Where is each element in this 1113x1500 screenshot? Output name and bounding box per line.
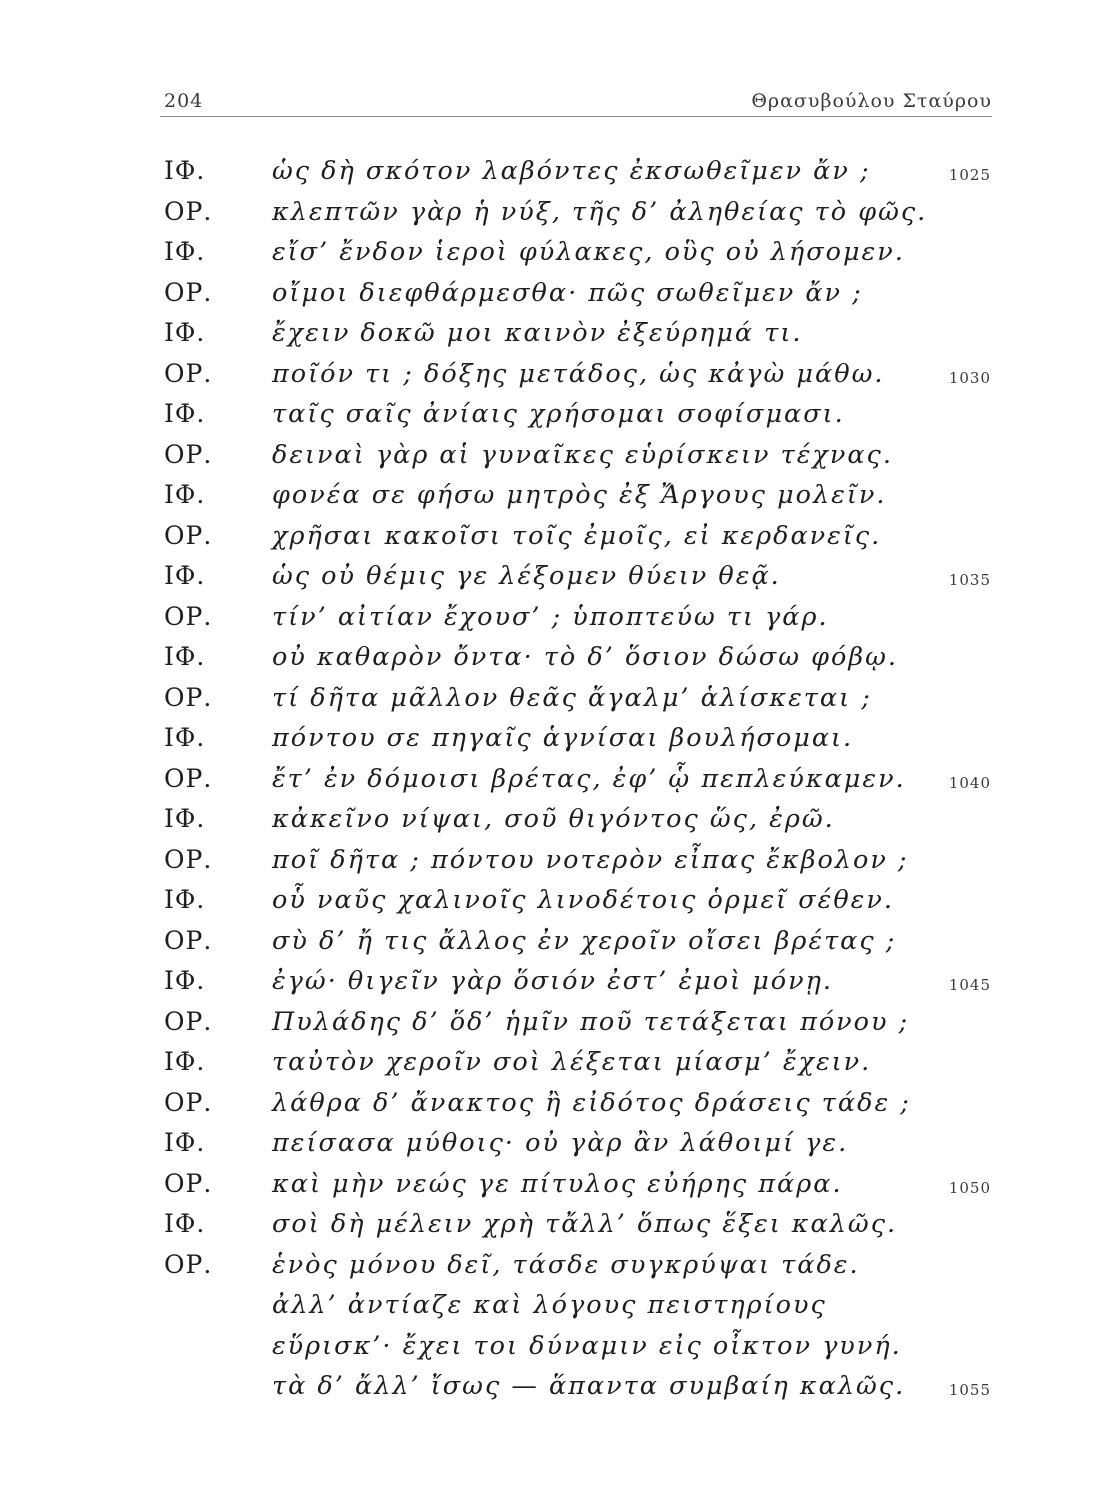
verse-line xyxy=(0,1245,1113,1286)
verse-line xyxy=(0,921,1113,962)
verse-text: εἴσ’ ἔνδον ἱεροὶ φύλακες, οὓς οὐ λήσομεν. xyxy=(272,237,905,267)
verse-text: εὕρισκ’· ἔχει τοι δύναμιν εἰς οἶκτον γυνή. xyxy=(272,1330,902,1361)
verse-text: ἑνὸς μόνου δεῖ, τάσδε συγκρύψαι τάδε. xyxy=(272,1249,860,1280)
speaker-label: ΟΡ. xyxy=(164,763,213,793)
verse-text: ἀλλ’ ἀντίαζε καὶ λόγους πειστηρίους xyxy=(272,1290,827,1320)
speaker-label: ΟΡ. xyxy=(164,682,213,712)
speaker-label: ΟΡ. xyxy=(164,277,213,307)
speaker-label: ΟΡ. xyxy=(164,1249,213,1279)
verse-text: πείσασα μύθοις· οὐ γὰρ ἂν λάθοιμί γε. xyxy=(272,1128,849,1158)
line-number: 1035 xyxy=(948,571,991,589)
speaker-label: ΟΡ. xyxy=(164,520,213,550)
line-number: 1050 xyxy=(948,1178,991,1197)
verse-line xyxy=(0,556,1113,597)
verse-line xyxy=(0,516,1113,557)
speaker-label: ΟΡ. xyxy=(164,196,213,226)
verse-text: ἔχειν δοκῶ μοι καινὸν ἐξεύρημά τι. xyxy=(272,318,803,348)
verse-text: ποῖόν τι ; δόξης μετάδος, ὡς κἀγὼ μάθω. xyxy=(272,358,885,389)
speaker-label: ΙΦ. xyxy=(164,1128,206,1157)
verse-text: πόντου σε πηγαῖς ἁγνίσαι βουλήσομαι. xyxy=(272,723,854,753)
verse-line xyxy=(0,394,1113,435)
line-number: 1045 xyxy=(948,976,991,994)
verse-text: οἴμοι διεφθάρμεσθα· πῶς σωθεῖμεν ἄν ; xyxy=(272,277,863,308)
verse-text: σοὶ δὴ μέλειν χρὴ τἄλλ’ ὅπως ἕξει καλῶς. xyxy=(272,1209,898,1239)
speaker-label: ΙΦ. xyxy=(164,723,206,752)
speaker-label: ΙΦ. xyxy=(164,642,206,671)
verse-text: ὡς οὐ θέμις γε λέξομεν θύειν θεᾷ. xyxy=(272,561,781,591)
verse-text: χρῆσαι κακοῖσι τοῖς ἐμοῖς, εἰ κερδανεῖς. xyxy=(272,520,882,551)
verse-text: ὡς δὴ σκότον λαβόντες ἐκσωθεῖμεν ἄν ; xyxy=(272,156,871,186)
verse-line xyxy=(0,1002,1113,1043)
verse-line xyxy=(0,759,1113,800)
verse-text: οὗ ναῦς χαλινοῖς λινοδέτοις ὁρμεῖ σέθεν. xyxy=(272,885,894,915)
speaker-label: ΟΡ. xyxy=(164,844,213,874)
line-number: 1055 xyxy=(948,1381,991,1399)
verse-line xyxy=(0,232,1113,273)
verse-line xyxy=(0,1204,1113,1245)
verse-line xyxy=(0,961,1113,1002)
verse-text: λάθρα δ’ ἄνακτος ἢ εἰδότος δράσεις τάδε ; xyxy=(272,1087,911,1118)
speaker-label: ΙΦ. xyxy=(164,156,206,185)
verse-text: ταὐτὸν χεροῖν σοὶ λέξεται μίασμ’ ἔχειν. xyxy=(272,1047,872,1077)
verse-text: ἔτ’ ἐν δόμοισι βρέτας, ἐφ’ ᾧ πεπλεύκαμεν. xyxy=(272,763,906,794)
verse-line xyxy=(0,637,1113,678)
speaker-label: ΙΦ. xyxy=(164,399,206,428)
speaker-label: ΙΦ. xyxy=(164,318,206,347)
verse-line xyxy=(0,799,1113,840)
speaker-label: ΙΦ. xyxy=(164,804,206,833)
speaker-label: ΟΡ. xyxy=(164,1087,213,1117)
verse-line xyxy=(0,313,1113,354)
verse-line xyxy=(0,273,1113,314)
line-number: 1030 xyxy=(948,368,991,387)
speaker-label: ΙΦ. xyxy=(164,966,206,995)
verse-line xyxy=(0,1366,1113,1407)
verse-line xyxy=(0,597,1113,638)
verse-line xyxy=(0,435,1113,476)
verse-line xyxy=(0,1285,1113,1326)
verse-text: τὰ δ’ ἄλλ’ ἴσως — ἅπαντα συμβαίη καλῶς. xyxy=(272,1371,906,1401)
verse-text: τί δῆτα μᾶλλον θεᾶς ἄγαλμ’ ἁλίσκεται ; xyxy=(272,682,872,713)
verse-text: σὺ δ’ ἤ τις ἄλλος ἐν χεροῖν οἴσει βρέτας ; xyxy=(272,925,897,956)
line-number: 1025 xyxy=(948,166,991,184)
verse-line xyxy=(0,1326,1113,1367)
speaker-label: ΟΡ. xyxy=(164,1168,213,1198)
verse-text: καὶ μὴν νεώς γε πίτυλος εὐήρης πάρα. xyxy=(272,1168,843,1199)
speaker-label: ΟΡ. xyxy=(164,358,213,388)
verse-text: ποῖ δῆτα ; πόντου νοτερὸν εἶπας ἔκβολον ; xyxy=(272,844,909,875)
line-number: 1040 xyxy=(948,773,991,792)
speaker-label: ΟΡ. xyxy=(164,1006,213,1036)
verse-line xyxy=(0,1042,1113,1083)
verse-line xyxy=(0,678,1113,719)
verse-line xyxy=(0,192,1113,233)
verse-text: φονέα σε φήσω μητρὸς ἐξ Ἄργους μολεῖν. xyxy=(272,480,887,510)
verse-block xyxy=(0,151,1113,1407)
verse-text: τίν’ αἰτίαν ἔχουσ’ ; ὑποπτεύω τι γάρ. xyxy=(272,601,829,632)
speaker-label: ΟΡ. xyxy=(164,925,213,955)
verse-text: δειναὶ γὰρ αἱ γυναῖκες εὑρίσκειν τέχνας. xyxy=(272,439,893,470)
verse-text: οὐ καθαρὸν ὄντα· τὸ δ’ ὅσιον δώσω φόβῳ. xyxy=(272,642,898,672)
verse-line xyxy=(0,718,1113,759)
verse-line xyxy=(0,880,1113,921)
speaker-label: ΟΡ. xyxy=(164,439,213,469)
verse-line xyxy=(0,475,1113,516)
verse-line xyxy=(0,1164,1113,1205)
speaker-label: ΙΦ. xyxy=(164,561,206,590)
speaker-label: ΙΦ. xyxy=(164,1047,206,1076)
page-number: 204 xyxy=(164,90,204,112)
verse-line xyxy=(0,151,1113,192)
page-header xyxy=(160,82,992,117)
verse-text: Πυλάδης δ’ ὅδ’ ἡμῖν ποῦ τετάξεται πόνου ; xyxy=(272,1006,910,1037)
verse-line xyxy=(0,1123,1113,1164)
verse-text: ταῖς σαῖς ἀνίαις χρήσομαι σοφίσμασι. xyxy=(272,399,845,429)
speaker-label: ΟΡ. xyxy=(164,601,213,631)
verse-line xyxy=(0,354,1113,395)
verse-line xyxy=(0,840,1113,881)
speaker-label: ΙΦ. xyxy=(164,1209,206,1238)
speaker-label: ΙΦ. xyxy=(164,885,206,914)
verse-text: κἀκεῖνο νίψαι, σοῦ θιγόντος ὥς, ἐρῶ. xyxy=(272,804,835,834)
running-head: Θρασυβούλου Σταύρου xyxy=(751,90,992,112)
verse-text: ἐγώ· θιγεῖν γὰρ ὅσιόν ἐστ’ ἐμοὶ μόνῃ. xyxy=(272,966,834,996)
verse-text: κλεπτῶν γὰρ ἡ νύξ, τῆς δ’ ἀληθείας τὸ φῶς. xyxy=(272,196,928,227)
speaker-label: ΙΦ. xyxy=(164,480,206,509)
speaker-label: ΙΦ. xyxy=(164,237,206,266)
verse-line xyxy=(0,1083,1113,1124)
